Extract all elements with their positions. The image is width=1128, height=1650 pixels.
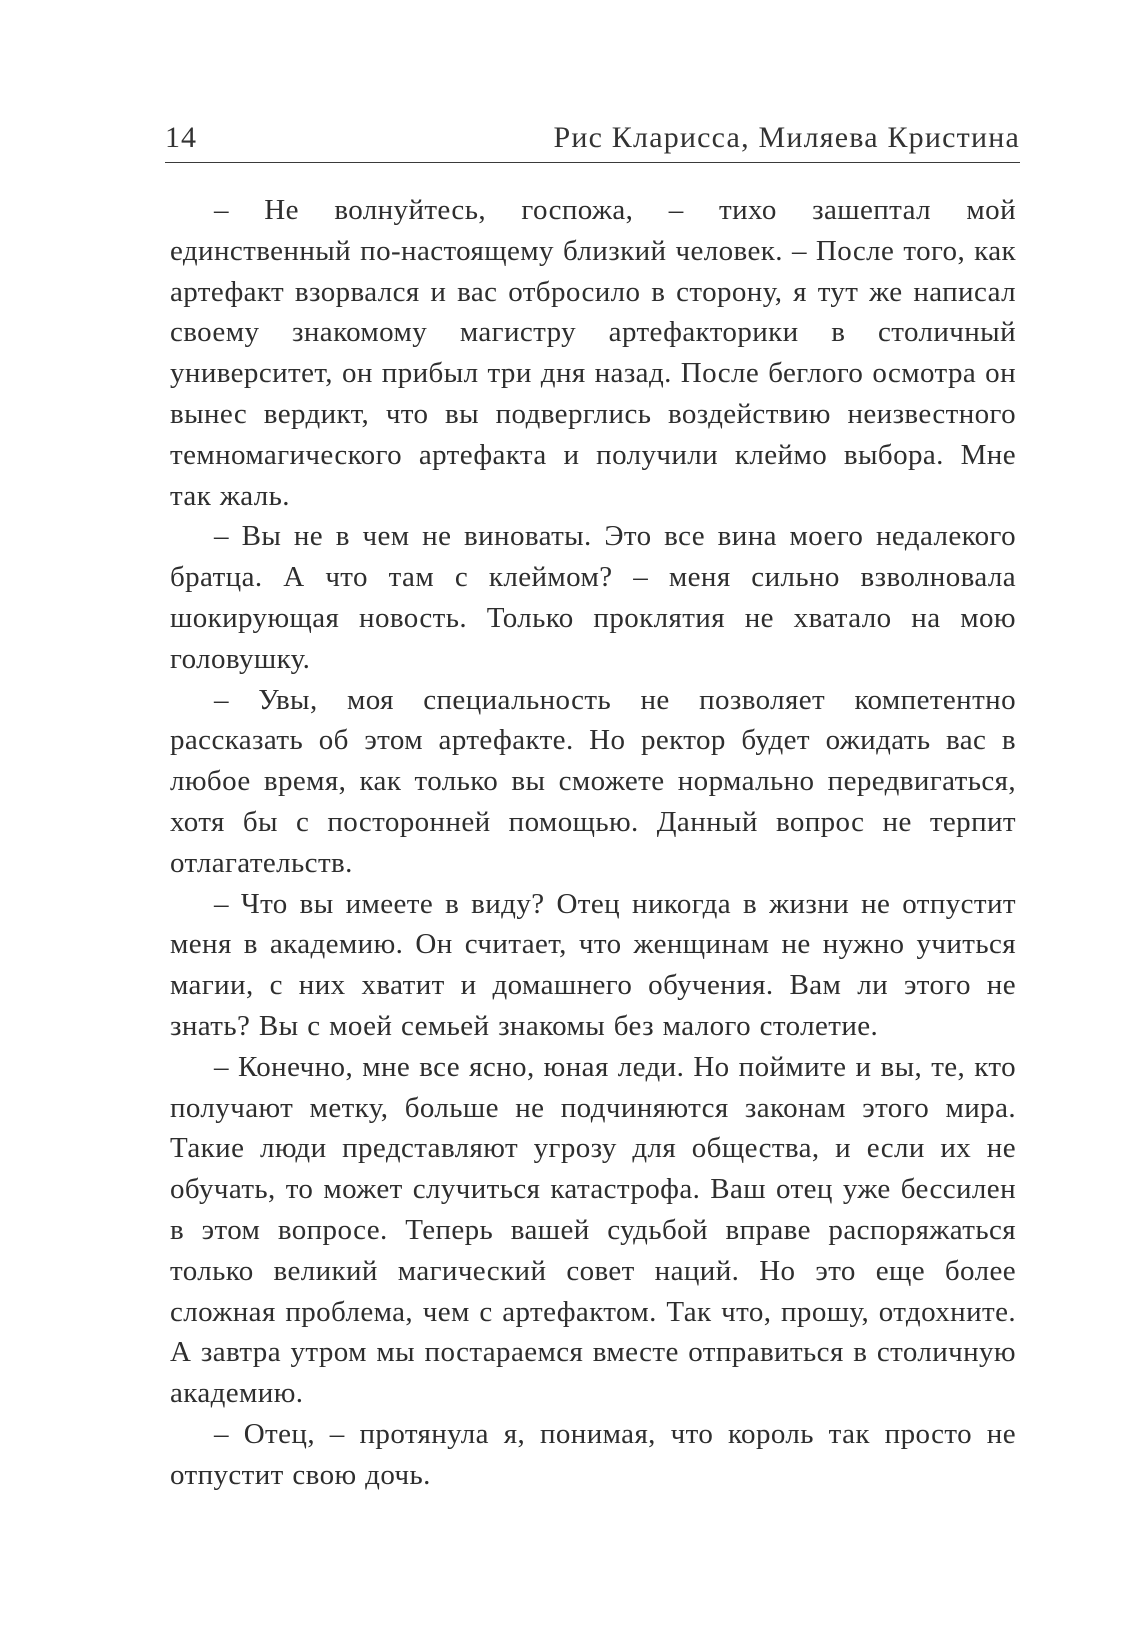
body-text — [170, 190, 1016, 1496]
paragraph: – Отец, – протянула я, понимая, что король так просто не отпустит свою дочь. — [170, 1417, 1016, 1491]
paragraph: – Не волнуйтесь, госпожа, – тихо зашептал мой единственный по-настоящему близкий человек. – После того, как артефакт взорвался и вас отбросило в сторону, я тут же написал своему знакомому магистру артефакторики в столичный университет, он прибыл три дня назад. После беглого осмотра он вынес вердикт, что вы подверглись воздействию неизвестного темномагического артефакта и получили клеймо выбора. Мне так жаль. — [170, 194, 1016, 512]
page-number: 14 — [165, 121, 197, 154]
paragraph: – Вы не в чем не виноваты. Это все вина моего недалекого братца. А что там с клеймом? – меня сильно взволновала шокирующая новость. Только проклятия не хватало на мою головушку. — [170, 520, 1016, 675]
paragraph: – Увы, моя специальность не позволяет компетентно рассказать об этом артефакте. Но ректор будет ожидать вас в любое время, как только вы сможете нормально передвигаться, хотя бы с посторонней помощью. Данный вопрос не терпит отлагательств. — [170, 683, 1016, 879]
paragraph: – Конечно, мне все ясно, юная леди. Но поймите и вы, те, кто получают метку, больше не подчиняются законам этого мира. Такие люди представляют угрозу для общества, и если их не обучать, то может случиться катастрофа. Ваш отец уже бессилен в этом вопросе. Теперь вашей судьбой вправе распоряжаться только великий магический совет наций. Но это еще более сложная проблема, чем с артефактом. Так что, прошу, отдохните. А завтра утром мы постараемся вместе отправиться в столичную академию. — [170, 1050, 1016, 1410]
running-head: Рис Кларисса, Миляева Кристина — [553, 121, 1020, 154]
page-header — [165, 113, 1020, 159]
header-rule — [165, 162, 1020, 163]
paragraph: – Что вы имеете в виду? Отец никогда в жизни не отпустит меня в академию. Он считает, что женщинам не нужно учиться магии, с них хватит и домашнего обучения. Вам ли этого не знать? Вы с моей семьей знакомы без малого столетие. — [170, 887, 1016, 1042]
